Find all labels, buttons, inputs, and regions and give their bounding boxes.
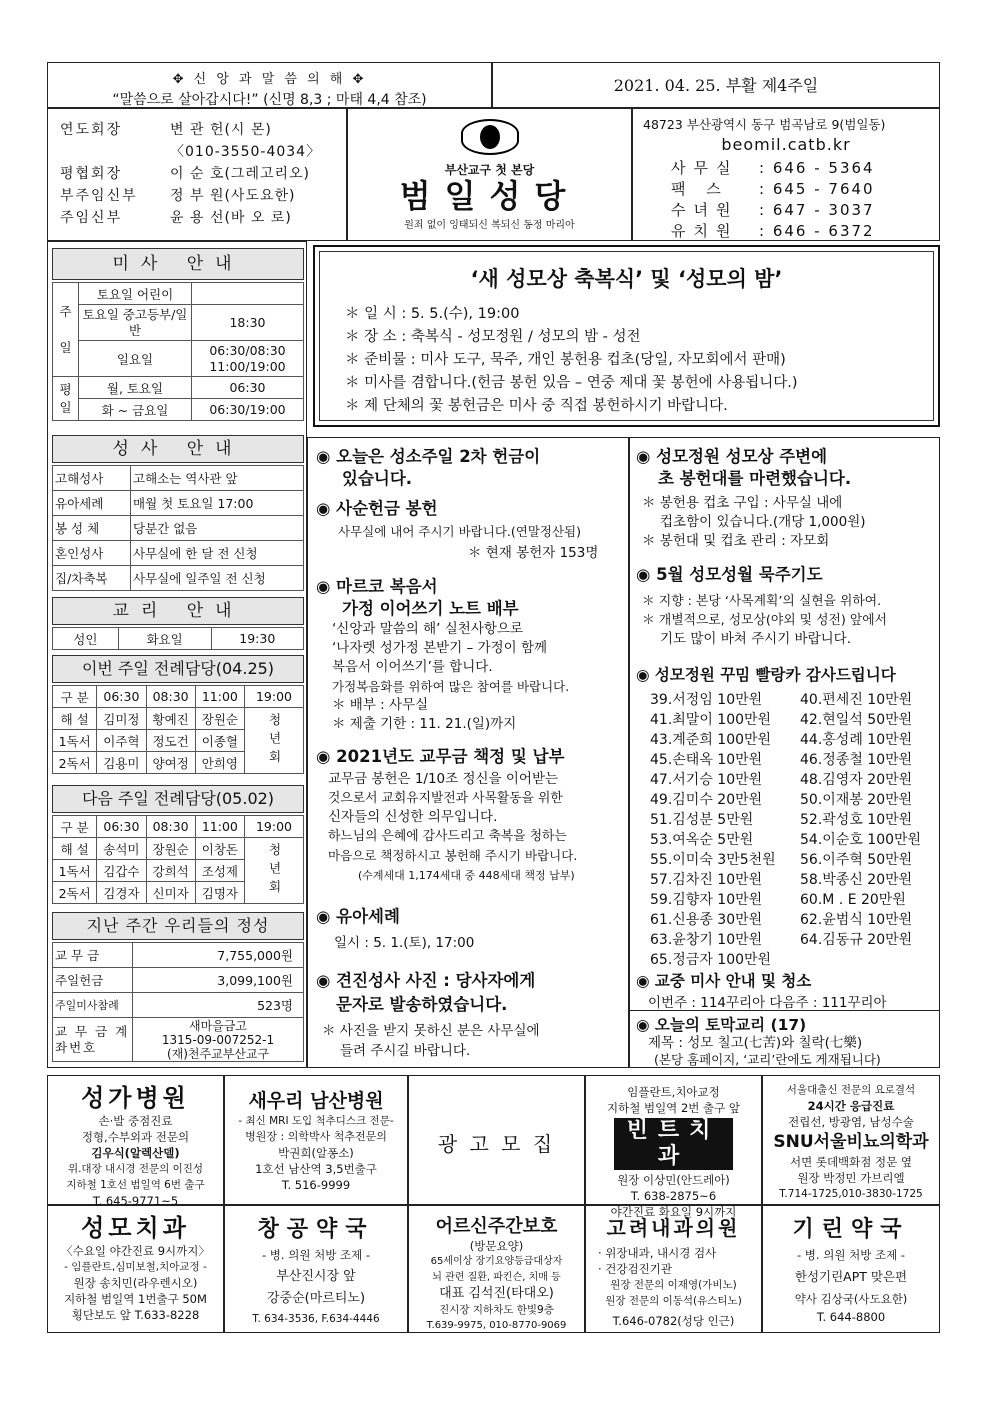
mass-time: 06:30	[192, 377, 304, 399]
cell: 안희영	[195, 752, 244, 774]
ad-line: 원장 전문의 이동석(유스티노)	[605, 1295, 742, 1307]
ad-title: 성가병원	[81, 1084, 190, 1112]
phone-number: : 645 - 7640	[759, 180, 875, 198]
cell: 조성제	[195, 860, 244, 882]
officer-name: 변 관 헌(시 몬)	[170, 122, 272, 138]
ad-line: 진시장 지하차도 한빛9층	[439, 1304, 554, 1316]
ad-line: 24시간 응급진료	[807, 1099, 895, 1113]
phone-label: 수녀원	[671, 201, 739, 219]
donor-entry: 64.김동규 20만원	[800, 932, 913, 948]
donor-row	[650, 850, 950, 870]
donor-row	[650, 730, 950, 750]
church-address: 48723 부산광역시 동구 범곡남로 9(범일동)	[643, 117, 886, 132]
section-text: ＊ 봉헌대 및 컵초 관리 : 자모회	[642, 533, 830, 549]
ad-title: 고려내과의원	[606, 1216, 741, 1240]
next-week-liturgy-title: 다음 주일 전례담당(05.02)	[52, 785, 304, 813]
section-heading: ◉ 마르코 복음서	[316, 577, 438, 596]
ad-title: 새우리 남산병원	[248, 1090, 384, 1112]
cell: 이창돈	[195, 838, 244, 860]
middle-column	[307, 437, 629, 1068]
ad-line: 강중순(마르티노)	[266, 1291, 366, 1306]
section-text: ＊ 개별적으로, 성모상(야외 및 성전) 앞에서	[642, 613, 887, 628]
donor-entry: 62.윤범식 10만원	[800, 912, 913, 928]
ad-sungga-hospital	[47, 1075, 224, 1208]
doctrine-day: 화요일	[118, 628, 211, 650]
section-heading: ◉ 5월 성모성월 묵주기도	[636, 565, 823, 584]
donor-entry: 54.이순호 100만원	[800, 832, 922, 848]
ad-title: 성모치과	[81, 1214, 190, 1242]
section-text: 가정복음화를 위하여 많은 참여를 바랍니다.	[332, 679, 570, 694]
ad-line: 서울대출신 전문의 요로결석	[786, 1084, 916, 1096]
ad-line: T. 634-3536, F.634-4446	[252, 1313, 380, 1325]
divider	[630, 1010, 939, 1011]
officer-phone: 〈010-3550-4034〉	[170, 144, 322, 160]
ad-saeuri-namsan-hospital	[224, 1075, 408, 1205]
notice-line: ＊ 미사를 겸합니다.(헌금 봉헌 있음 – 연중 제대 꽃 봉헌에 사용됩니다.)	[345, 375, 798, 391]
ad-line: 김우식(알렉산델)	[91, 1146, 180, 1160]
section-text: 복음서 이어쓰기’를 합니다.	[332, 659, 493, 675]
officer-role: 평협회장	[60, 166, 123, 182]
ad-line: - 최신 MRI 도입 척추디스크 전문-	[238, 1115, 394, 1127]
cell: 장원순	[195, 708, 244, 730]
church-website: beomil.catb.kr	[721, 135, 851, 154]
phone-label: 유치원	[671, 222, 739, 240]
sacrament-info: 사무실에 일주일 전 신청	[131, 566, 304, 591]
donor-entry: 52.곽성호 10만원	[800, 812, 913, 828]
phone-number: : 647 - 3037	[759, 201, 875, 219]
officer-role: 주임신부	[60, 210, 123, 226]
section-text: ＊ 배부 : 사무실	[332, 697, 429, 713]
offering-value: 7,755,000원	[133, 943, 304, 968]
section-text: 제목 : 성모 칠고(七苦)와 칠락(七樂)	[648, 1035, 863, 1051]
officer-role: 부주임신부	[60, 188, 138, 204]
donor-entry: 42.현일석 50만원	[800, 712, 913, 728]
phone-label: 팩 스	[671, 180, 729, 198]
sacrament-name: 혼인성사	[53, 541, 131, 566]
church-name: 범일성당	[399, 177, 580, 215]
donor-entry: 53.여옥순 5만원	[650, 832, 754, 848]
this-week-liturgy-table	[52, 685, 304, 774]
left-column	[47, 241, 307, 1068]
offering-value: 3,099,100원	[133, 968, 304, 993]
cell: 황예진	[146, 708, 195, 730]
ad-line: 지하철 1호선 범일역 6번 출구	[66, 1179, 205, 1191]
mass-type: 토요일 중고등부/일반	[79, 305, 192, 341]
col-header: 11:00	[195, 816, 244, 838]
ad-line: 약사 김상국(사도요한)	[794, 1292, 908, 1306]
ad-line: 박권희(알퐁소)	[278, 1146, 354, 1160]
section-heading: 문자로 발송하였습니다.	[336, 995, 508, 1014]
account-bank: 새마을금고	[189, 1018, 247, 1033]
section-text: 사무실에 내어 주시기 바랍니다.(연말정산됨)	[338, 524, 581, 539]
donor-row	[650, 710, 950, 730]
ad-line: 1호선 남산역 3,5번출구	[255, 1162, 377, 1176]
offering-value: 523명	[133, 993, 304, 1018]
ad-line: T. 645-9771~5	[92, 1194, 179, 1208]
donor-entry: 39.서정임 10만원	[650, 692, 763, 708]
donor-row	[650, 770, 950, 790]
cell: 김갑수	[97, 860, 146, 882]
section-note: (수계세대 1,174세대 중 448세대 책정 납부)	[358, 869, 575, 882]
ad-line: 야간진료 화요일 9시까지	[610, 1205, 737, 1219]
section-heading: ◉ 오늘의 토막교리 (17)	[636, 1016, 807, 1034]
this-week-liturgy-title: 이번 주일 전례담당(04.25)	[52, 655, 304, 683]
ad-line: (방문요양)	[469, 1239, 524, 1253]
section-text: ‘나자렛 성가정 본받기 – 가정이 함께	[332, 640, 548, 656]
ad-line: 대표 김석진(타대오)	[439, 1286, 554, 1301]
section-heading: ◉ 2021년도 교무금 책정 및 납부	[316, 747, 565, 766]
officer-row	[60, 207, 334, 229]
mass-type: 일요일	[79, 341, 192, 377]
section-text: ＊ 제출 기한 : 11. 21.(일)까지	[332, 716, 517, 732]
row-label: 1독서	[53, 860, 97, 882]
phone-row	[643, 221, 929, 242]
mass-title: 미사 안내	[52, 248, 304, 280]
donor-entry: 55.이미숙 3만5천원	[650, 852, 776, 868]
ad-line: 부산진시장 앞	[276, 1269, 356, 1284]
col-header: 08:30	[146, 816, 195, 838]
ad-line: 뇌 관련 질환, 파킨슨, 치매 등	[432, 1272, 561, 1283]
col-header: 06:30	[97, 816, 146, 838]
donor-entry: 61.신용종 30만원	[650, 912, 763, 928]
donor-row	[650, 890, 950, 910]
notice-line: ＊ 일 시 : 5. 5.(수), 19:00	[345, 306, 520, 322]
ad-line: T.639-9975, 010-8770-9069	[426, 1320, 567, 1331]
ad-snu-urology	[762, 1075, 940, 1205]
section-heading: ◉ 견진성사 사진 : 당사자에게	[316, 971, 536, 990]
donor-entry: 45.손태옥 10만원	[650, 752, 763, 768]
sacrament-info: 고해소는 역사관 앞	[131, 466, 304, 491]
ad-title: 빈트치과	[614, 1118, 733, 1170]
cell: 장원순	[146, 838, 195, 860]
donor-row	[650, 790, 950, 810]
ad-line: 병원장 : 의학박사 척추전문의	[245, 1130, 387, 1143]
row-label: 2독서	[53, 752, 97, 774]
mass-time	[192, 283, 304, 305]
offering-table	[52, 942, 304, 1062]
row-label: 해 설	[53, 838, 97, 860]
officer-role: 연도회장	[60, 122, 123, 138]
officer-name: 윤 용 선(바 오 로)	[170, 210, 292, 226]
ad-line: 원장 송치민(라우렌시오)	[73, 1276, 198, 1290]
col-header: 11:00	[195, 686, 244, 708]
ad-line: 임플란트,치아교정	[627, 1085, 720, 1099]
evening-group: 청년회	[245, 838, 304, 904]
section-heading: 초 봉헌대를 마련했습니다.	[658, 469, 852, 488]
section-text: 하느님의 은혜에 감사드리고 축복을 청하는	[328, 829, 567, 844]
section-text: 마음으로 책정하시고 봉헌해 주시기 바랍니다.	[328, 848, 578, 863]
ad-line: 전립선, 방광염, 남성수술	[788, 1115, 914, 1129]
sacraments-table	[52, 465, 304, 591]
doctrine-title: 교리 안내	[52, 597, 304, 625]
cell: 강희석	[146, 860, 195, 882]
year-theme: ✥ 신 앙 과 말 씀 의 해 ✥	[172, 72, 367, 87]
ad-line: 횡단보도 앞 T.633-8228	[71, 1308, 200, 1322]
account-owner: (재)천주교부산교구	[166, 1046, 270, 1061]
donor-entry: 44.홍성례 10만원	[800, 732, 913, 748]
notice-line: ＊ 장 소 : 축복식 - 성모정원 / 성모의 밤 - 성전	[345, 329, 641, 345]
ad-line: 〈수요일 야간진료 9시까지〉	[61, 1244, 210, 1258]
phone-row	[643, 200, 929, 221]
ad-line: 65세이상 장기요양등급대상자	[430, 1256, 563, 1267]
ad-goryeo-clinic	[585, 1205, 762, 1333]
cell: 김명자	[195, 882, 244, 904]
mass-time: 06:30/08:30 11:00/19:00	[192, 341, 304, 377]
featured-notice	[313, 245, 940, 427]
mass-type: 월, 토요일	[79, 377, 192, 399]
sacrament-name: 봉 성 체	[53, 516, 131, 541]
section-text: 교무금 봉헌은 1/10조 정신을 이어받는	[328, 771, 559, 787]
phone-number: : 646 - 6372	[759, 222, 875, 240]
weekend-label: 주 일	[53, 283, 79, 377]
church-emblem-icon	[461, 119, 519, 155]
section-heading: ◉ 유아세례	[316, 907, 400, 926]
cell: 정도건	[146, 730, 195, 752]
offering-label: 교 무 금	[53, 943, 133, 968]
church-tagline: 원죄 없이 잉태되신 복되신 동정 마리아	[404, 220, 575, 231]
donor-entry: 43.계준희 100만원	[650, 732, 772, 748]
col-header: 구 분	[53, 686, 97, 708]
donor-entry: 65.정금자 100만원	[650, 952, 772, 968]
section-heading: ◉ 사순헌금 봉헌	[316, 499, 438, 518]
row-label: 2독서	[53, 882, 97, 904]
officer-name: 정 부 원(사도요한)	[170, 188, 296, 204]
officers-box	[47, 108, 347, 241]
ad-space-available	[408, 1075, 585, 1205]
notice-line: ＊ 준비물 : 미사 도구, 묵주, 개인 봉헌용 컵초(당일, 자모회에서 판매)	[345, 352, 786, 368]
cell: 신미자	[146, 882, 195, 904]
donor-entry: 57.김차진 10만원	[650, 872, 763, 888]
next-week-liturgy-table	[52, 815, 304, 904]
ad-changgong-pharmacy	[224, 1205, 408, 1333]
notice-line: ＊ 제 단체의 꽃 봉헌금은 미사 중 직접 봉헌하시기 바랍니다.	[345, 398, 728, 414]
section-text: 것으로서 교회유지발전과 사목활동을 위한	[328, 791, 563, 806]
section-text: ＊ 지향 : 본당 ‘사목계획’의 실현을 위하여.	[642, 594, 882, 609]
motto: “말씀으로 살아갑시다!” (신명 8,3 ; 마태 4,4 참조)	[112, 92, 427, 108]
donor-row	[650, 810, 950, 830]
date-box	[492, 62, 940, 108]
row-label: 해 설	[53, 708, 97, 730]
donor-entry: 58.박종신 20만원	[800, 872, 913, 888]
section-heading: ◉ 성모정원 성모상 주변에	[636, 447, 828, 466]
donor-entry: 48.김영자 20만원	[800, 772, 913, 788]
doctrine-who: 성인	[53, 628, 119, 650]
section-text: (본당 홈페이지, ‘교리’란에도 게재됩니다)	[654, 1052, 881, 1067]
offering-label: 주일미사참례	[53, 993, 133, 1018]
sacrament-name: 고해성사	[53, 466, 131, 491]
phone-number: : 646 - 5364	[759, 159, 875, 177]
sacrament-name: 집/차축복	[53, 566, 131, 591]
doctrine-time: 19:30	[211, 628, 303, 650]
ad-line: T.646-0782(성당 인근)	[612, 1314, 735, 1328]
donor-entry: 46.정종철 10만원	[800, 752, 913, 768]
sacrament-info: 당분간 없음	[131, 516, 304, 541]
sacrament-name: 유아세례	[53, 491, 131, 516]
ad-line: · 건강검진기관	[598, 1262, 672, 1276]
section-heading: ◉ 성모정원 꾸밈 빨랑카 감사드립니다	[636, 666, 896, 684]
notice-title: ‘새 성모상 축복식’ 및 ‘성모의 밤’	[470, 267, 783, 291]
contact-box	[632, 108, 940, 241]
cell: 이종혈	[195, 730, 244, 752]
right-column	[629, 437, 940, 1068]
mass-time: 18:30	[192, 305, 304, 341]
ad-line: T. 644-8800	[816, 1310, 886, 1324]
ad-line: 정형,수부외과 전문의	[81, 1130, 190, 1144]
section-text: ‘신앙과 말씀의 해’ 실천사항으로	[332, 621, 523, 637]
sacraments-title: 성사 안내	[52, 435, 304, 463]
section-heading: 가정 이어쓰기 노트 배부	[342, 599, 519, 618]
ad-line: 손·발 중점진료	[98, 1114, 173, 1128]
section-text: ＊ 사진을 받지 못하신 분은 사무실에	[322, 1023, 540, 1039]
cell: 송석미	[97, 838, 146, 860]
section-text: 들려 주시길 바랍니다.	[340, 1043, 471, 1059]
row-label: 1독서	[53, 730, 97, 752]
ad-girin-pharmacy	[762, 1205, 940, 1333]
section-text: 신자들의 신성한 의무입니다.	[328, 809, 498, 825]
phone-row	[643, 158, 929, 179]
donor-row	[650, 910, 950, 930]
section-heading: ◉ 오늘은 성소주일 2차 헌금이	[316, 447, 541, 466]
ad-line: - 병. 의원 처방 조제 -	[797, 1248, 905, 1262]
bulletin-date: 2021. 04. 25. 부활 제4주일	[613, 76, 819, 95]
donor-entry: 51.김성분 5만원	[650, 812, 754, 828]
donor-row	[650, 930, 950, 950]
ad-line: 서면 롯데백화점 정문 옆	[789, 1155, 913, 1169]
donor-row	[650, 690, 950, 710]
evening-group: 청년회	[245, 708, 304, 774]
officer-name: 이 순 호(그레고리오)	[170, 166, 311, 182]
phone-label: 사무실	[671, 159, 739, 177]
ad-line: - 임플란트,심미보철,치아교정 -	[64, 1261, 207, 1273]
donor-entry: 59.김향자 10만원	[650, 892, 763, 908]
sacrament-info: 사무실에 한 달 전 신청	[131, 541, 304, 566]
col-header: 06:30	[97, 686, 146, 708]
ad-line: T. 638-2875~6	[630, 1189, 717, 1203]
donor-entry: 49.김미수 20만원	[650, 792, 763, 808]
ad-title: SNU서울비뇨의학과	[773, 1132, 929, 1152]
cell: 김미정	[97, 708, 146, 730]
officer-role	[60, 141, 170, 163]
ad-line: T. 516-9999	[281, 1178, 351, 1192]
section-text: ＊ 현재 봉헌자 153명	[468, 545, 599, 561]
ad-title: 어르신주간보호	[435, 1216, 558, 1237]
officer-row	[60, 119, 334, 141]
donor-entry: 63.윤창기 10만원	[650, 932, 763, 948]
ad-line: 지하철 범일역 2번 출구 앞	[606, 1101, 741, 1115]
cell: 이주혁	[97, 730, 146, 752]
ad-seongmo-dental	[47, 1205, 224, 1333]
section-heading: 있습니다.	[342, 469, 413, 488]
section-text: 기도 많이 바쳐 주시기 바랍니다.	[660, 631, 851, 647]
cell: 김경자	[97, 882, 146, 904]
donor-list	[650, 690, 950, 970]
col-header: 구 분	[53, 816, 97, 838]
offering-label: 주일헌금	[53, 968, 133, 993]
ad-title: 광 고 모 집	[437, 1132, 556, 1156]
donor-row	[650, 750, 950, 770]
donor-row	[650, 950, 950, 970]
col-header: 19:00	[245, 816, 304, 838]
motto-box	[47, 62, 492, 108]
donor-entry	[800, 950, 950, 970]
donor-row	[650, 830, 950, 850]
account-info	[133, 1018, 304, 1062]
mass-type: 토요일 어린이	[79, 283, 192, 305]
donor-entry: 60.M . E 20만원	[800, 892, 906, 908]
phone-row	[643, 179, 929, 200]
weekday-label: 평 일	[53, 377, 79, 421]
donor-entry: 47.서기승 10만원	[650, 772, 763, 788]
officer-row	[60, 163, 334, 185]
mass-table	[52, 282, 304, 421]
cell: 양여정	[146, 752, 195, 774]
account-number: 1315-09-007252-1	[161, 1032, 275, 1047]
cell: 김용미	[97, 752, 146, 774]
doctrine-table	[52, 627, 304, 650]
ad-title: 기린약국	[792, 1217, 910, 1242]
col-header: 19:00	[245, 686, 304, 708]
col-header: 08:30	[146, 686, 195, 708]
church-logo-box	[347, 108, 632, 241]
ad-line: 지하철 범일역 1번출구 50M	[64, 1292, 207, 1306]
ad-line: 원장 박정민 가브리엘	[797, 1171, 905, 1185]
ad-line: 원장 전문의 이재영(가비노)	[610, 1279, 737, 1291]
ad-line: - 병. 의원 처방 조제 -	[262, 1248, 370, 1262]
ad-line: 한성기린APT 맞은편	[794, 1269, 908, 1284]
donor-entry: 56.이주혁 50만원	[800, 852, 913, 868]
donor-entry: 41.최말이 100만원	[650, 712, 772, 728]
section-text: 이번주 : 114꾸리아 다음주 : 111꾸리아	[648, 995, 887, 1011]
account-label: 교 무 금 계좌번호	[53, 1018, 133, 1062]
donor-entry: 40.편세진 10만원	[800, 692, 913, 708]
sacrament-info: 매월 첫 토요일 17:00	[131, 491, 304, 516]
church-subtitle: 부산교구 첫 본당	[444, 163, 535, 177]
offering-title: 지난 주간 우리들의 정성	[52, 912, 304, 940]
ad-line: 위.대장 내시경 전문의 이진성	[67, 1163, 204, 1175]
mass-type: 화 ~ 금요일	[79, 399, 192, 421]
section-text: 일시 : 5. 1.(토), 17:00	[334, 935, 475, 951]
donor-entry: 50.이재봉 20만원	[800, 792, 913, 808]
mass-time: 06:30/19:00	[192, 399, 304, 421]
ad-line: 원장 이상민(안드레아)	[617, 1173, 730, 1187]
donor-row	[650, 870, 950, 890]
ad-line: T.714-1725,010-3830-1725	[779, 1188, 923, 1200]
ad-line: · 위장내과, 내시경 검사	[598, 1246, 717, 1260]
ad-elderly-daycare	[408, 1205, 585, 1333]
officer-row	[60, 141, 334, 163]
ad-vint-dental	[585, 1075, 762, 1219]
officer-row	[60, 185, 334, 207]
section-text: ＊ 봉헌용 컵초 구입 : 사무실 내에	[642, 495, 843, 511]
section-text: 컵초함이 있습니다.(개당 1,000원)	[660, 514, 866, 530]
section-heading: ◉ 교중 미사 안내 및 청소	[636, 972, 812, 990]
ad-title: 창공약국	[257, 1217, 375, 1242]
